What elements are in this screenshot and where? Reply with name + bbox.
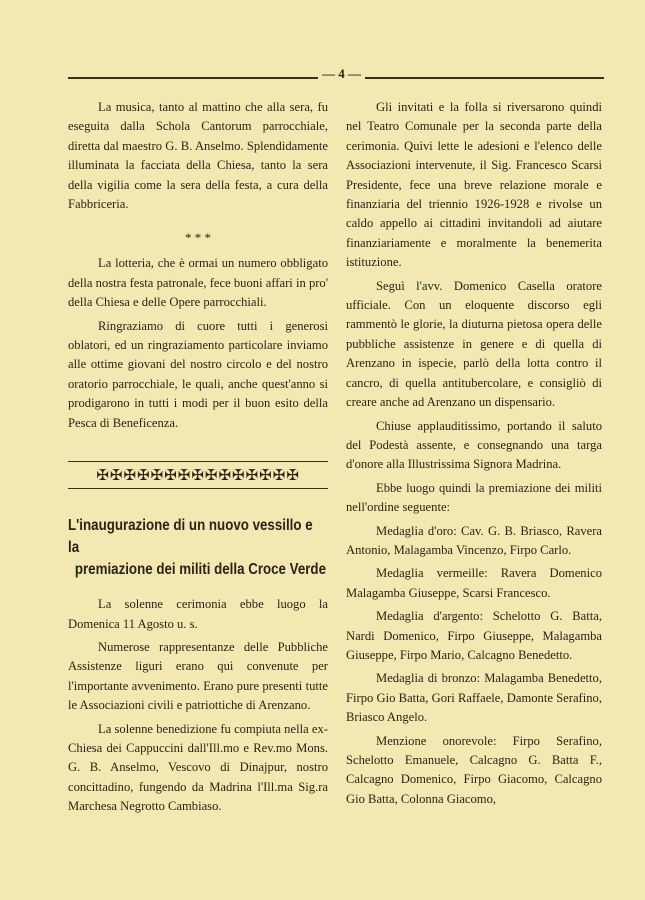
- left-column: [68, 98, 328, 821]
- paragraph-music: La musica, tanto al mattino che alla sera, fu eseguita dalla Schola Cantorum parrocchiale, diretta dal maestro G. B. Anselmo. Splendidamente illuminata la facciata della Chiesa, tanto la sera della vigilia come la sera della festa, a cura della Fabbriceria.: [68, 100, 328, 212]
- ornamental-divider: [68, 459, 328, 491]
- ornament-band: ✠✠✠✠✠✠✠✠✠✠✠✠✠✠✠: [96, 466, 300, 485]
- divider-rule-top: [68, 461, 328, 462]
- medal-gold: Medaglia d'oro: Cav. G. B. Briasco, Ravera Antonio, Malagamba Vincenzo, Firpo Carlo.: [346, 523, 602, 557]
- medal-silver: Medaglia d'argento: Schelotto G. Batta, Nardi Domenico, Firpo Giuseppe, Malagamba Giuseppe, Firpo Mario, Calcagno Benedetto.: [346, 609, 602, 662]
- paragraph-ceremony-date: La solenne cerimonia ebbe luogo la Domenica 11 Agosto u. s.: [68, 597, 328, 631]
- page-number: — 4 —: [318, 66, 365, 82]
- heading-line-1: L'inaugurazione di un nuovo vessillo e la: [68, 517, 313, 557]
- paragraph-theater: Gli invitati e la folla si riversarono quindi nel Teatro Comunale per la seconda parte della cerimonia. Quivi lette le adesioni e l'elenco delle Associazioni intervenute, il Sig. Francesco Scarsi Presidente, fece una breve relazione morale e finanziaria del triennio 1926-1928 e rivolse un caldo appello ai cittadini invitandoli ad aiutare finanziariamente e moralmente la benemerita istituzione.: [346, 100, 602, 270]
- paragraph-blessing: La solenne benedizione fu compiuta nella ex-Chiesa dei Cappuccini dall'Ill.mo e Rev.mo Mons. G. B. Anselmo, Vescovo di Dinajpur, nostro concittadino, fungendo da Madrina l'Ill.ma Sig.ra Marchesa Negrotto Cambiaso.: [68, 721, 328, 814]
- paragraph-award-intro: Ebbe luogo quindi la premiazione dei militi nell'ordine seguente:: [346, 480, 602, 515]
- right-column: [346, 98, 602, 813]
- paragraph-representatives: Numerose rappresentanze delle Pubbliche Assistenze liguri erano qui convenute per l'importante avvenimento. Erano pure presenti tutte le Associazioni civili e patriottiche di Arenzano.: [68, 639, 328, 713]
- medal-vermeille: Medaglia vermeille: Ravera Domenico Malagamba Giuseppe, Scarsi Francesco.: [346, 566, 602, 600]
- section-asterism: * * *: [185, 230, 211, 246]
- heading-line-2: premiazione dei militi della Croce Verde: [74, 561, 327, 579]
- honorable-mention: Menzione onorevole: Firpo Serafino, Schelotto Emanuele, Calcagno G. Batta F., Calcagno Domenico, Firpo Giacomo, Calcagno Gio Batta, Colonna Giacomo,: [346, 733, 602, 806]
- paragraph-lottery: La lotteria, che è ormai un numero obbligato della nostra festa patronale, fece buoni affari in pro' della Chiesa e delle Opere parrocchiali.: [68, 256, 328, 310]
- divider-rule-bottom: [68, 488, 328, 489]
- paragraph-orator: Seguì l'avv. Domenico Casella oratore ufficiale. Con un eloquente discorso egli rammentò le glorie, la diuturna pietosa opera delle pubbliche assistenze in genere e di quella di Arenzano in ispecie, parlò della lotta contro il cancro, di quella antitubercolare, e consigliò di creare anche ad Arenzano un dispensario.: [346, 278, 602, 410]
- paragraph-thanks: Ringraziamo di cuore tutti i generosi oblatori, ed un ringraziamento particolare inviamo alle ottime giovani del nostro circolo e del nostro oratorio parrocchiale, le quali, anche quest'anno si prodigarono in tutti i modi per il buon esito della Pesca di Beneficenza.: [68, 318, 328, 430]
- medal-bronze: Medaglia di bronzo: Malagamba Benedetto, Firpo Gio Batta, Gori Raffaele, Damonte Serafino, Briasco Angelo.: [346, 671, 602, 725]
- article-heading: [68, 515, 326, 581]
- paragraph-closing: Chiuse applauditissimo, portando il saluto del Podestà assente, e consegnando una targa d'onore alla Illustrissima Signora Madrina.: [346, 418, 602, 472]
